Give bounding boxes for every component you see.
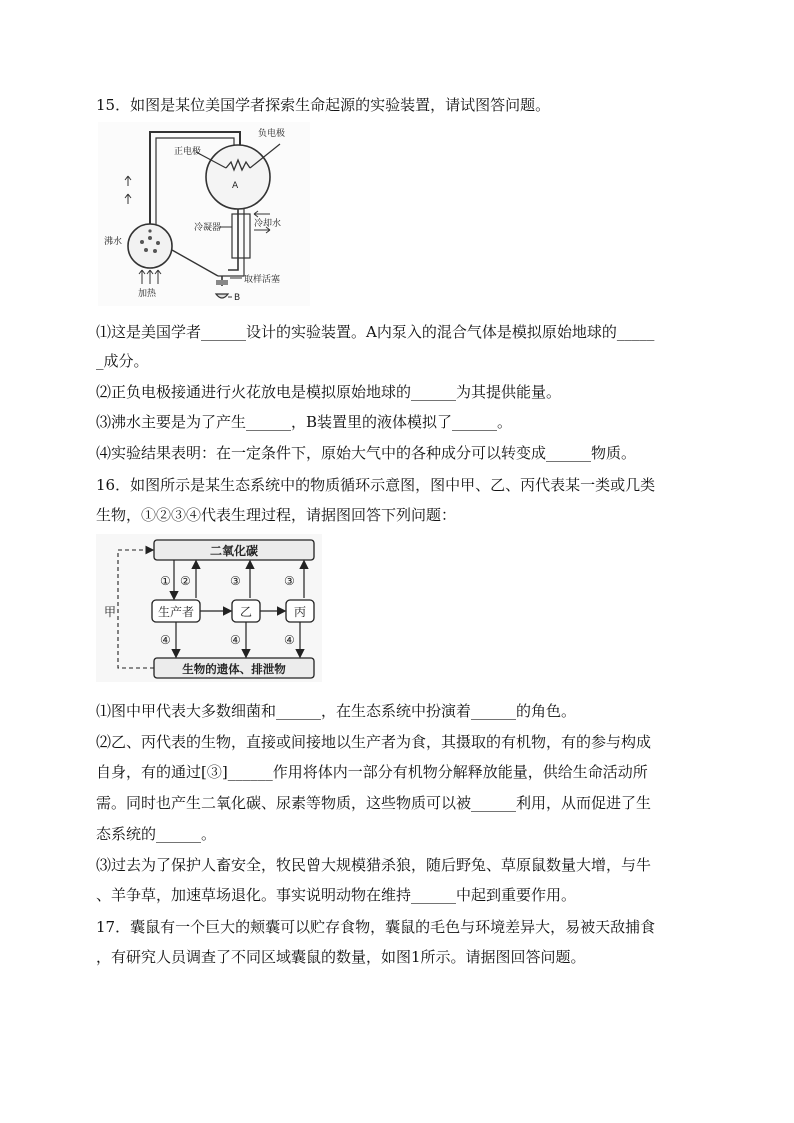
label-boiling-water: 沸水 [104, 237, 123, 247]
q16-p1: ⑴图中甲代表大多数细菌和______，在生态系统中扮演着______的角色。 [96, 702, 577, 720]
process-3a: ③ [230, 574, 241, 588]
remains-label: 生物的遗体、排泄物 [182, 662, 286, 676]
q15-stem: 15．如图是某位美国学者探索生命起源的实验装置，请试图答问题。 [96, 96, 551, 114]
q15-p1-line1: ⑴这是美国学者______设计的实验装置。A内泵入的混合气体是模拟原始地球的_____ [96, 323, 655, 341]
q17-stem-line2: ，有研究人员调查了不同区域囊鼠的数量，如图1所示。请据图回答问题。 [96, 948, 586, 966]
miller-apparatus-figure [98, 122, 310, 306]
label-sampling-stopcock: 取样活塞 [244, 275, 281, 285]
process-4b: ④ [230, 633, 241, 647]
process-4c: ④ [284, 633, 295, 647]
q16-p2-line1: ⑵乙、丙代表的生物，直接或间接地以生产者为食，其摄取的有机物，有的参与构成 [96, 733, 652, 751]
label-b: B [234, 293, 241, 303]
process-2: ② [180, 574, 191, 588]
label-positive-electrode: 正电极 [174, 147, 202, 157]
jia-label: 甲 [104, 605, 117, 619]
producer-label: 生产者 [157, 605, 195, 619]
q17-stem-line1: 17．囊鼠有一个巨大的颊囊可以贮存食物，囊鼠的毛色与环境差异大，易被天敌捕食 [96, 918, 656, 936]
q15-p2: ⑵正负电极接通进行火花放电是模拟原始地球的______为其提供能量。 [96, 383, 562, 401]
label-negative-electrode: 负电极 [258, 129, 286, 139]
q15-p1-line2: _成分。 [96, 352, 149, 370]
label-heating: 加热 [138, 289, 157, 299]
process-4a: ④ [160, 633, 171, 647]
material-cycle-diagram [96, 534, 322, 682]
q16-p2-line2: 自身，有的通过[③]______作用将体内一部分有机物分解释放能量，供给生命活动所 [96, 763, 648, 781]
q16-p3-line2: 、羊争草，加速草场退化。事实说明动物在维持______中起到重要作用。 [96, 886, 577, 904]
bing-label: 丙 [293, 605, 307, 619]
process-3b: ③ [284, 574, 295, 588]
q16-stem-line1: 16．如图所示是某生态系统中的物质循环示意图，图中甲、乙、丙代表某一类或几类 [96, 476, 656, 494]
co2-label: 二氧化碳 [209, 544, 259, 558]
label-a: A [232, 181, 239, 191]
q16-p2-line3: 需。同时也产生二氧化碳、尿素等物质，这些物质可以被______利用，从而促进了生 [96, 794, 652, 812]
process-1: ① [160, 574, 171, 588]
q16-stem-line2: 生物，①②③④代表生理过程，请据图回答下列问题： [96, 506, 457, 524]
sampling-stopcock [216, 280, 228, 285]
q16-p3-line1: ⑶过去为了保护人畜安全，牧民曾大规模猎杀狼，随后野兔、草原鼠数量大增，与牛 [96, 856, 652, 874]
label-condenser: 冷凝器 [194, 223, 222, 233]
label-cooling-water: 冷却水 [254, 219, 282, 229]
q16-p2-line4: 态系统的______。 [96, 825, 217, 843]
yi-label: 乙 [239, 605, 253, 619]
sphere-a [206, 145, 270, 209]
q15-p3: ⑶沸水主要是为了产生______，B装置里的液体模拟了______。 [96, 413, 513, 431]
q15-p4: ⑷实验结果表明：在一定条件下，原始大气中的各种成分可以转变成______物质。 [96, 444, 637, 462]
